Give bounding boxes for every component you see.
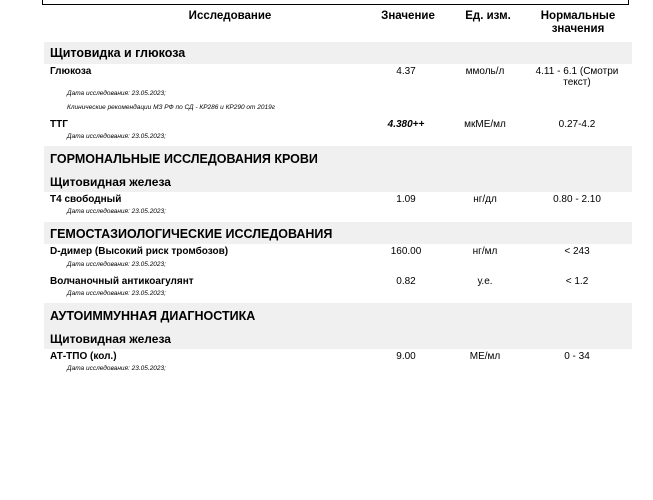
test-norm: 0.80 - 2.10: [553, 194, 601, 205]
test-norm: < 243: [564, 246, 590, 257]
test-value: 4.37: [396, 66, 416, 77]
test-date: Дата исследования: 23.05.2023;: [67, 208, 166, 215]
test-name: Т4 свободный: [50, 194, 122, 205]
test-note: Клинические рекомендации МЗ РФ по СД - КР286 и КР290 от 2019г: [67, 104, 275, 111]
section-title: ГЕМОСТАЗИОЛОГИЧЕСКИЕ ИССЛЕДОВАНИЯ: [50, 227, 333, 241]
test-value-flagged: 4.380++: [387, 119, 425, 130]
test-name: Глюкоза: [50, 66, 92, 77]
test-value: 1.09: [396, 194, 416, 205]
test-unit: нг/дл: [473, 194, 497, 205]
test-date: Дата исследования: 23.05.2023;: [67, 133, 166, 140]
test-value: 0.82: [396, 276, 416, 287]
test-name: Волчаночный антикоагулянт: [50, 276, 194, 287]
test-unit: нг/мл: [472, 246, 498, 257]
section-title: Щитовидка и глюкоза: [50, 46, 186, 60]
test-unit: мкМЕ/мл: [464, 119, 506, 130]
header-test: Исследование: [188, 10, 272, 22]
test-name: АТ-ТПО (кол.): [50, 351, 117, 362]
section-title: АУТОИММУННАЯ ДИАГНОСТИКА: [50, 309, 256, 323]
test-date: Дата исследования: 23.05.2023;: [67, 365, 166, 372]
header-unit: Ед. изм.: [465, 10, 511, 22]
header-norm: Нормальные значения: [540, 10, 616, 35]
test-norm: 4.11 - 6.1 (Смотри текст): [535, 66, 619, 88]
top-frame-line: [42, 0, 629, 5]
test-name: ТТГ: [50, 119, 68, 130]
section-title: ГОРМОНАЛЬНЫЕ ИССЛЕДОВАНИЯ КРОВИ: [50, 152, 318, 166]
section-subtitle: Щитовидная железа: [50, 332, 171, 346]
test-date: Дата исследования: 23.05.2023;: [67, 90, 166, 97]
test-value: 160.00: [390, 246, 422, 257]
section-subtitle: Щитовидная железа: [50, 175, 171, 189]
test-unit: ммоль/л: [465, 66, 505, 77]
test-norm: 0 - 34: [564, 351, 590, 362]
test-name: D-димер (Высокий риск тромбозов): [50, 246, 229, 257]
test-date: Дата исследования: 23.05.2023;: [67, 261, 166, 268]
test-norm: < 1.2: [565, 276, 589, 287]
test-norm: 0.27-4.2: [558, 119, 596, 130]
test-unit: МЕ/мл: [469, 351, 501, 362]
test-date: Дата исследования: 23.05.2023;: [67, 290, 166, 297]
header-value: Значение: [381, 10, 435, 22]
test-unit: у.е.: [477, 276, 493, 287]
test-value: 9.00: [396, 351, 416, 362]
